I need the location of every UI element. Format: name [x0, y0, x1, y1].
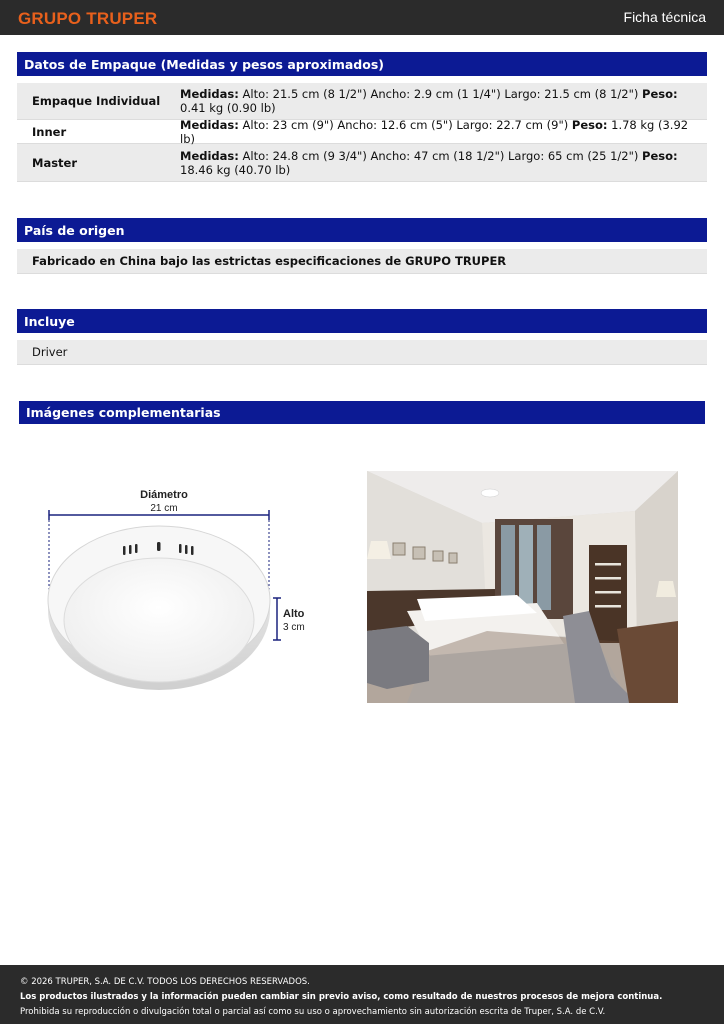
sheet-title: Ficha técnica	[623, 9, 706, 25]
includes-heading: Incluye	[17, 309, 707, 333]
row-label: Empaque Individual	[32, 94, 161, 108]
origin-text: Fabricado en China bajo las estrictas especificaciones de GRUPO TRUPER	[17, 249, 707, 274]
weight-label: Peso:	[642, 87, 678, 101]
footer-legal: Prohibida su reproducción o divulgación total o parcial así como su uso o aprovechamiento sin autorización escrita de Truper, S.A. de C.V.	[20, 1007, 606, 1017]
images-heading: Imágenes complementarias	[19, 401, 705, 424]
height-label: Alto	[283, 608, 305, 620]
row-label: Master	[32, 155, 78, 170]
height-value: 3 cm	[283, 622, 305, 633]
weight-label: Peso:	[642, 148, 678, 163]
lamp-diffuser	[64, 558, 254, 682]
measures-label: Medidas:	[180, 87, 239, 101]
weight-value: 1.78 kg (3.92 lb)	[180, 117, 689, 146]
row-value	[180, 145, 707, 181]
diameter-value: 21 cm	[150, 503, 178, 514]
packaging-heading: Datos de Empaque (Medidas y pesos aproximados)	[17, 52, 707, 76]
diameter-label: Diámetro	[140, 489, 188, 501]
table-row	[17, 144, 707, 182]
bedroom-photo	[367, 471, 678, 703]
footer-copyright: © 2026 TRUPER, S.A. DE C.V. TODOS LOS DERECHOS RESERVADOS.	[20, 977, 310, 987]
weight-value: 0.41 kg (0.90 lb)	[180, 101, 276, 115]
measures-label: Medidas:	[180, 148, 239, 163]
top-bar	[0, 0, 724, 35]
weight-label: Peso:	[571, 117, 608, 132]
brand-logo: GRUPO TRUPER	[18, 9, 158, 28]
row-label: Inner	[32, 124, 67, 139]
measures-label: Medidas:	[180, 117, 239, 132]
measures-value: Alto: 24.8 cm (9 3/4") Ancho: 47 cm (18 1/2") Largo: 65 cm (25 1/2")	[238, 148, 643, 163]
measures-value: Alto: 21.5 cm (8 1/2") Ancho: 2.9 cm (1 1/4") Largo: 21.5 cm (8 1/2")	[238, 87, 643, 101]
footer	[0, 965, 724, 1024]
origin-heading: País de origen	[17, 218, 707, 242]
weight-value: 18.46 kg (40.70 lb)	[180, 162, 291, 177]
product-dimension-diagram	[40, 480, 310, 695]
footer-notice: Los productos ilustrados y la información pueden cambiar sin previo aviso, como resultado de nuestros procesos de mejora continua.	[20, 992, 663, 1002]
includes-text: Driver	[17, 340, 707, 365]
packaging-table	[17, 83, 707, 182]
table-row	[17, 117, 707, 146]
measures-value: Alto: 23 cm (9") Ancho: 12.6 cm (5") Largo: 22.7 cm (9")	[238, 117, 572, 132]
